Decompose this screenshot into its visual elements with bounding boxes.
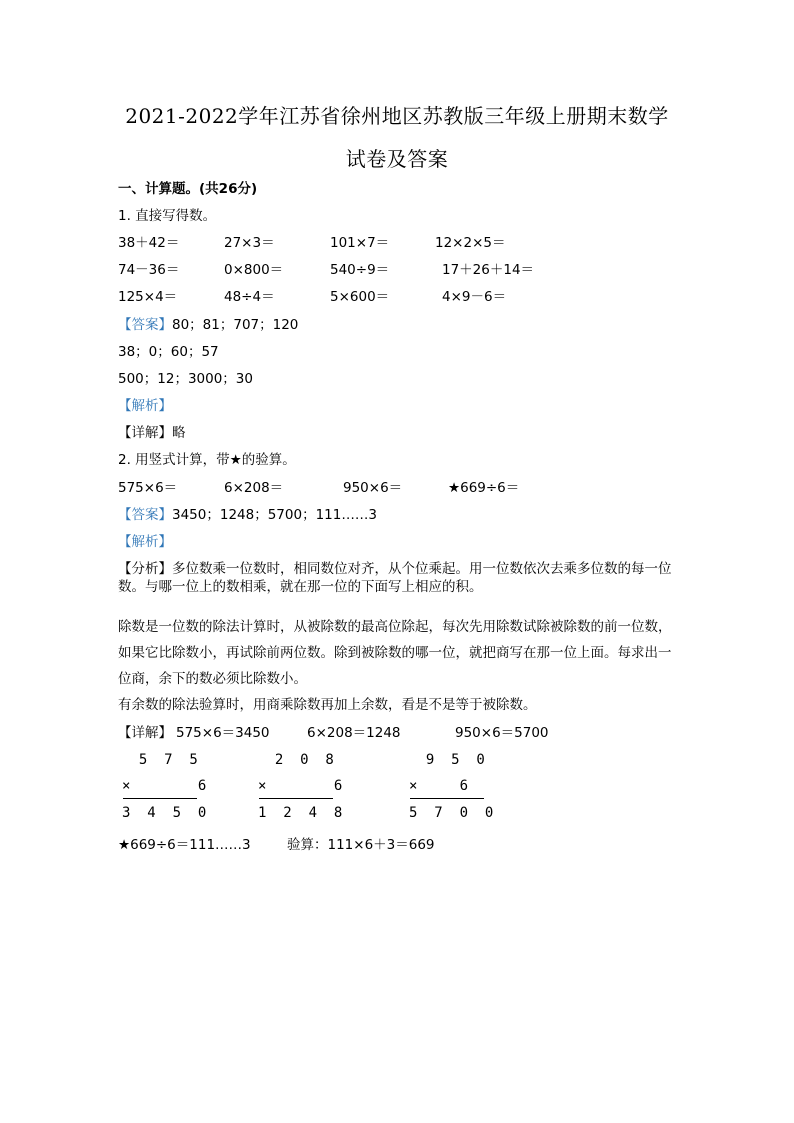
q2-analysis-label: 【解析】 (118, 534, 172, 550)
vertical-divider (259, 798, 333, 799)
answer-label: 【答案】 (118, 507, 172, 523)
q1-cell: 101×7＝ (330, 235, 390, 251)
answer-text: 80；81；707；120 (172, 317, 299, 333)
document-title-line2: 试卷及答案 (345, 147, 449, 171)
detail-text: 略 (172, 425, 186, 441)
detail-label: 【详解】 (118, 425, 172, 441)
detail-equation: 6×208＝1248 (307, 725, 401, 741)
q1-answer (118, 316, 298, 334)
q1-cell: 12×2×5＝ (435, 235, 506, 251)
vertical-divider (123, 798, 197, 799)
q2-problem: 950×6＝ (343, 480, 403, 496)
q1-cell: 48÷4＝ (224, 289, 275, 305)
q2-detail-label: 【详解】 (118, 725, 172, 741)
fenxi-label: 【分析】 (118, 561, 172, 577)
q2-answer (118, 506, 377, 524)
document-title-line1: 2021-2022学年江苏省徐州地区苏教版三年级上册期末数学 (125, 104, 669, 128)
q2-problem: 6×208＝ (224, 480, 284, 496)
question-1-prompt: 1. 直接写得数。 (118, 208, 217, 224)
q2-fenxi-paragraph-1: 【分析】多位数乘一位数时，相同数位对齐，从个位乘起。用一位数依次去乘多位数的每一位数。与哪一位上的数相乘，就在那一位的下面写上相应的积。 (118, 561, 672, 595)
q1-analysis-label: 【解析】 (118, 398, 172, 414)
q2-problem: ★669÷6＝ (448, 480, 520, 496)
q1-cell: 5×600＝ (330, 289, 390, 305)
q2-fenxi-paragraph-3: 有余数的除法验算时，用商乘除数再加上余数，看是不是等于被除数。 (118, 697, 537, 713)
q1-cell: 38＋42＝ (118, 235, 180, 251)
q1-cell: 17＋26＋14＝ (442, 262, 535, 278)
answer-label: 【答案】 (118, 317, 172, 333)
q1-answer-line3: 500；12；3000；30 (118, 371, 253, 387)
document-page: 2021-2022学年江苏省徐州地区苏教版三年级上册期末数学 试卷及答案 一、计算题。(共26分) 1. 直接写得数。 38＋42＝ 27×3＝ 101×7＝ 12×2×5＝ 74－36＝ 0×800＝ 540÷9＝ 17＋26＋14＝ 125×4＝ 48÷4＝ 5×600＝ 4×9－6＝ 【答案】80；81；707；120 38；0；60；57 500；12；3000；30 【解析】 【详解】略 2. 用竖式计算，带★的验算。 575×6＝ 6×208＝ 950×6＝ ★669÷6＝ 【答案】3450；1248；5700；111……3 【解析】 【分析】多位数乘一位数时，相同数位对齐，从个位乘起。用一位数依次去乘多位数的每一位数。与哪一位上的数相乘，就在那一位的下面写上相应的积。 除数是一位数的除法计算时，从被除数的最高位除起，每次先用除数试除被除数的前一位数，如果它比除数小，再试除前两位数。除到被除数的哪一位，就把商写在那一位上面。每求出一位商，余下的数必须比除数小。 有余数的除法验算时，用商乘除数再加上余数，看是不是等于被除数。 【详解】 575×6＝3450 6×208＝1248 950×6＝5700 5 7 5 × 6 3 4 5 0 2 0 8 × 6 1 2 4 8 9 5 0 × 6 5 7 0 0 ★669÷6＝111……3 验算：111×6＋3＝669 (0, 0, 794, 1123)
q1-cell: 540÷9＝ (330, 262, 390, 278)
q1-cell: 27×3＝ (224, 235, 275, 251)
q1-cell: 125×4＝ (118, 289, 178, 305)
q1-answer-line2: 38；0；60；57 (118, 344, 219, 360)
vertical-divider (410, 798, 484, 799)
q1-cell: 4×9－6＝ (442, 289, 507, 305)
detail-equation: 950×6＝5700 (455, 725, 549, 741)
answer-text: 3450；1248；5700；111……3 (172, 507, 377, 523)
q1-detail (118, 424, 186, 442)
division-result: ★669÷6＝111……3 (118, 837, 251, 853)
question-2-prompt: 2. 用竖式计算，带★的验算。 (118, 452, 296, 468)
q1-cell: 0×800＝ (224, 262, 284, 278)
division-check: 验算：111×6＋3＝669 (287, 837, 435, 853)
section-heading: 一、计算题。(共26分) (118, 181, 258, 197)
q2-fenxi-paragraph-2: 除数是一位数的除法计算时，从被除数的最高位除起，每次先用除数试除被除数的前一位数，如果它比除数小，再试除前两位数。除到被除数的哪一位，就把商写在那一位上面。每求出一位商，余下的数必须比除数小。 (118, 619, 672, 687)
q2-problem: 575×6＝ (118, 480, 178, 496)
detail-equation: 575×6＝3450 (176, 725, 270, 741)
star-icon: ★ (229, 452, 242, 468)
q1-cell: 74－36＝ (118, 262, 180, 278)
